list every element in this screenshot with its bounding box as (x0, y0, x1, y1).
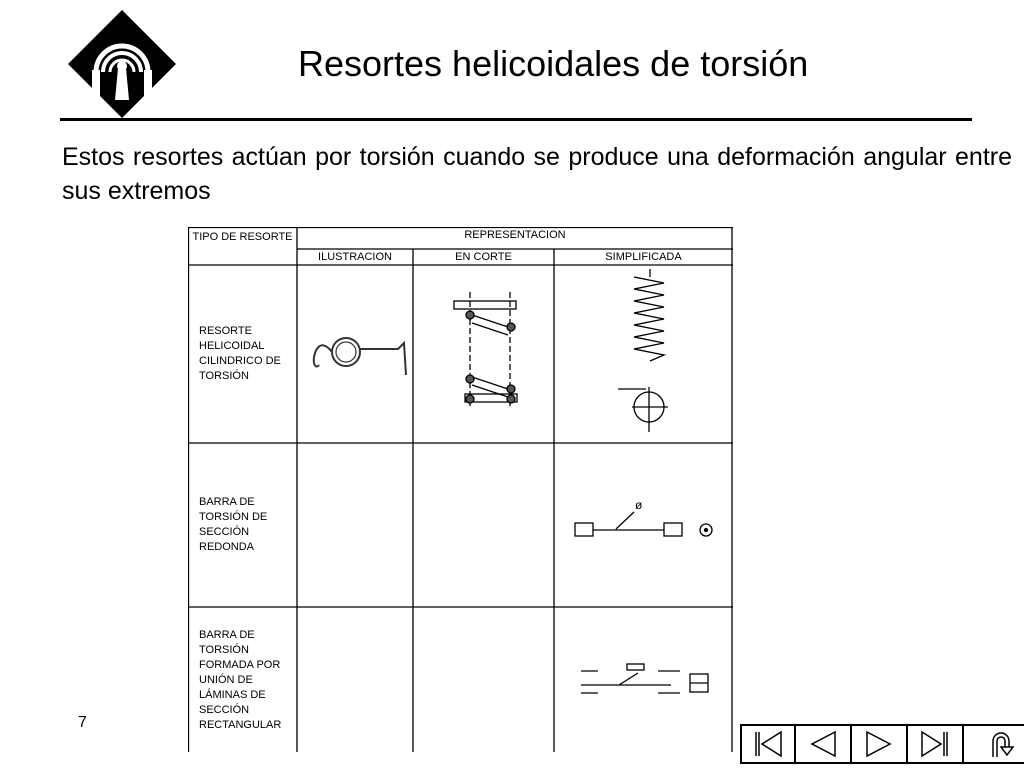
university-logo (66, 8, 178, 120)
slide-title: Resortes helicoidales de torsión (298, 43, 809, 84)
return-button[interactable] (964, 724, 1024, 764)
return-icon (984, 729, 1018, 759)
first-slide-icon (751, 729, 785, 759)
row-3-type-label: BARRA DE TORSIÓN FORMADA POR UNIÓN DE LÁMINAS DE SECCIÓN RECTANGULAR (199, 629, 282, 731)
torsion-spring-section (454, 292, 517, 407)
torsion-spring-simplified (618, 269, 668, 432)
next-slide-button[interactable] (852, 724, 908, 764)
round-torsion-bar-simplified (575, 512, 712, 536)
intro-paragraph: Estos resortes actúan por torsión cuando se produce una deformación angular entre sus extremos (62, 143, 1012, 205)
row-2-type-label: BARRA DE TORSIÓN DE SECCIÓN REDONDA (199, 496, 268, 553)
diameter-symbol: ø (635, 498, 643, 512)
previous-slide-button[interactable] (796, 724, 852, 764)
next-slide-icon (862, 729, 896, 759)
last-slide-button[interactable] (908, 724, 964, 764)
header-representation: REPRESENTACION (464, 229, 566, 241)
page-number: 7 (78, 714, 87, 731)
spring-representation-table (188, 227, 733, 752)
castle-gate-emblem-icon (66, 8, 178, 120)
header-col-section: EN CORTE (455, 251, 512, 263)
slide-navigation (740, 724, 1024, 768)
header-spring-type: TIPO DE RESORTE (192, 231, 293, 243)
title-divider (60, 118, 972, 121)
first-slide-button[interactable] (740, 724, 796, 764)
last-slide-icon (918, 729, 952, 759)
header-col-simplified: SIMPLIFICADA (605, 251, 682, 263)
torsion-spring-illustration (314, 338, 406, 375)
row-1-type-label: RESORTE HELICOIDAL CILINDRICO DE TORSIÓN (199, 325, 281, 382)
laminated-torsion-bar-simplified (581, 664, 708, 693)
header-col-illustration: ILUSTRACION (318, 251, 392, 263)
previous-slide-icon (806, 729, 840, 759)
